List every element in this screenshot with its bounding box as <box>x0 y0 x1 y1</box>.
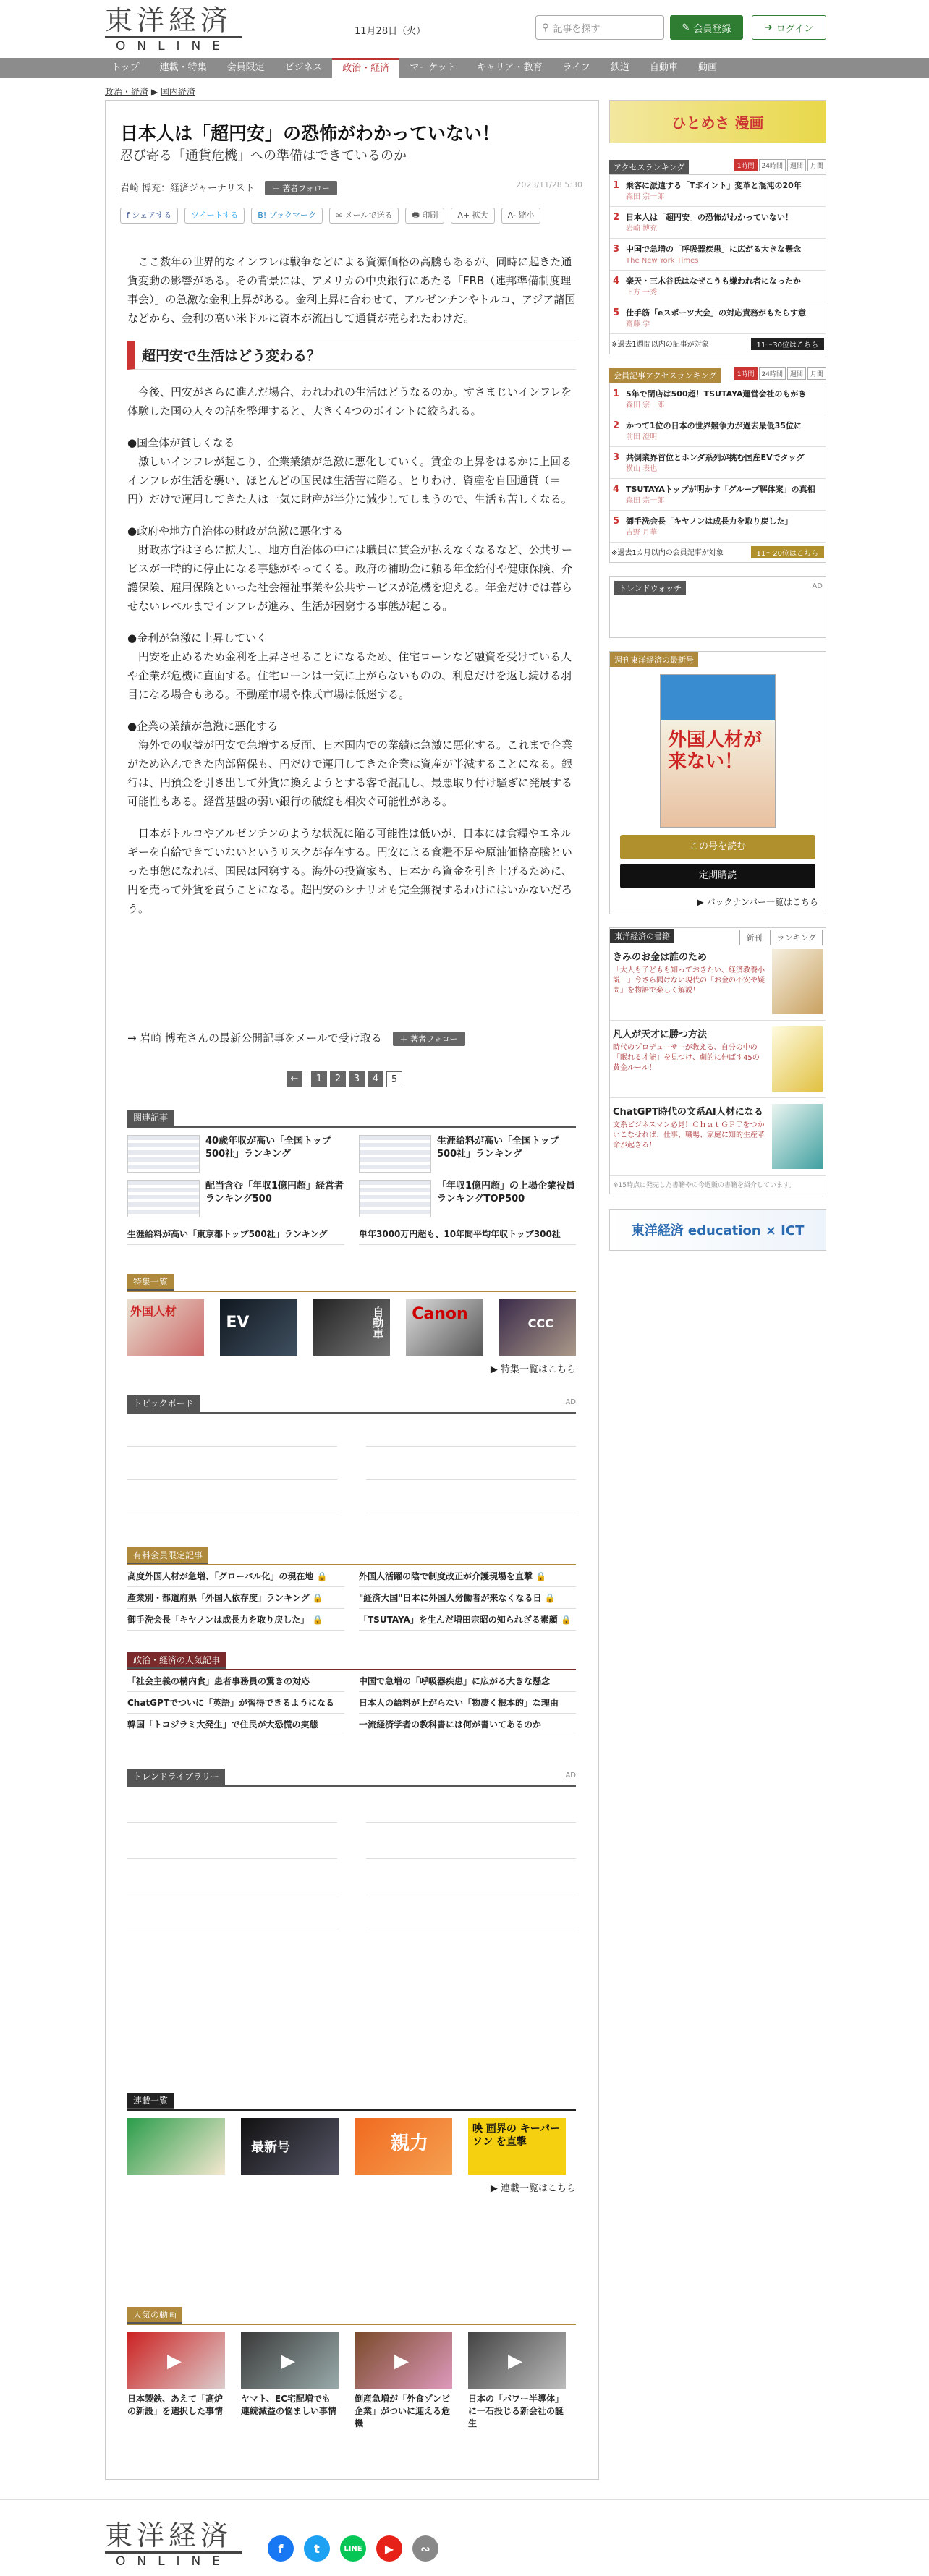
weekly-magazine <box>609 651 826 914</box>
trend-slot[interactable] <box>127 1787 337 1823</box>
series-card[interactable]: 映 画界の キーパーソン を直撃 <box>468 2118 566 2175</box>
facebook-icon[interactable]: f <box>268 2535 294 2562</box>
nav-item[interactable]: 連載・特集 <box>159 62 207 73</box>
section-title: 政治・経済の人気記事 <box>127 1652 226 1669</box>
paragraph: 円安を止めるため金利を上昇させることになるため、住宅ローンなど融資を受けている人や企業が危機に直面する。住宅ローンは一気に上がらないものの、利息だけを返し続ける羽目になる場合もある。不動産市場や株式市場は低迷する。 <box>127 650 572 701</box>
footer-logo[interactable]: 東洋経済 ONLINE <box>105 2520 242 2569</box>
popular-article-link[interactable]: 日本人の給料が上がらない「物凄く根本的」な理由 <box>359 1692 576 1714</box>
footer-social <box>268 2535 438 2562</box>
line-icon[interactable]: LINE <box>340 2535 366 2562</box>
thumbnail <box>359 1180 431 1217</box>
paragraph: ここ数年の世界的なインフレは戦争などによる資源価格の高騰もあるが、同時に起きた通貨変動の影響がある。その背景には、アメリカの中央銀行にあたる「FRB（連邦準備制度理事会）」の急激な金利上昇がある。金利上昇に合わせて、アルゼンチンやトルコ、アジア諸国などから、金利の高い米ドルに資本が流出して通貨が売られたわけだ。 <box>127 255 576 325</box>
play-icon: ▶ <box>508 2350 522 2372</box>
tweet-button[interactable]: ツイートする <box>184 208 245 224</box>
ad-label: AD <box>812 582 823 590</box>
breadcrumb-item[interactable]: 政治・経済 <box>105 87 149 97</box>
thumbnail <box>127 1180 200 1217</box>
font-smaller-button[interactable]: A- 縮小 <box>501 208 541 224</box>
related-article[interactable]: 40歳年収が高い「全国トップ500社」ランキング <box>127 1135 344 1173</box>
trend-slot[interactable] <box>127 1859 337 1895</box>
section-title: トレンドウォッチ <box>614 581 686 595</box>
feature-card[interactable]: Canon <box>406 1299 483 1356</box>
video-thumbnail <box>468 2332 566 2389</box>
paragraph: 激しいインフレが起こり、企業業績が急激に悪化していく。賃金の上昇をはるかに上回るインフレが生活を襲い、ほとんどの国民は生活苦に陥る。とりわけ、資産を自国通貨（＝円）だけで運用してきた人は一気に財産が半分に減少してしまうので、生活も苦しくなる。 <box>127 455 572 506</box>
paid-article-link[interactable]: 外国人活躍の陰で制度改正が介護現場を直撃 🔒 <box>359 1565 576 1587</box>
topic-slot[interactable] <box>366 1447 576 1480</box>
popular-articles <box>127 1652 576 1735</box>
mail-subscribe-line <box>127 1030 465 1046</box>
related-link[interactable]: 単年3000万円超も、10年間平均年収トップ300社 <box>359 1223 576 1245</box>
topic-slot[interactable] <box>366 1480 576 1513</box>
section-title: アクセスランキング <box>609 160 689 174</box>
follow-author-button[interactable]: ＋ 著者フォロー <box>265 181 337 195</box>
ranking-tab[interactable]: 24時間 <box>759 159 786 171</box>
lock-icon: 🔒 <box>560 1615 572 1625</box>
play-icon: ▶ <box>281 2350 295 2372</box>
point-heading: ●金利が急激に上昇していく <box>127 632 268 645</box>
paragraph: 海外での収益が円安で急増する反面、日本国内での業績は急激に悪化する。これまで企業がため込んできた内部留保も、円だけで運用してきた企業は資産が半減することになる。銀行は、円預金を引き出して外貨に換えようとする客で混乱し、最悪取り付け騒ぎに発展する可能性もある。経営基盤の弱い銀行の破綻も相次ぐ可能性がある。 <box>127 739 573 808</box>
paid-article-link[interactable]: "経済大国"日本に外国人労働者が来なくなる日 🔒 <box>359 1587 576 1609</box>
lock-icon: 🔒 <box>316 1571 328 1581</box>
bookmark-button[interactable]: B! ブックマーク <box>251 208 323 224</box>
trend-slot[interactable] <box>366 1787 576 1823</box>
education-ict-banner[interactable]: 東洋経済 education × ICT <box>609 1209 826 1251</box>
topic-slot[interactable] <box>127 1414 337 1447</box>
feature-card[interactable]: CCC <box>499 1299 576 1356</box>
nav-item[interactable]: ライフ <box>562 62 590 73</box>
feature-more-link[interactable]: ▶ 特集一覧はこちら <box>490 1364 576 1375</box>
footer-divider <box>0 2499 929 2500</box>
feature-card[interactable]: EV <box>220 1299 297 1356</box>
page-link[interactable]: 4 <box>368 1071 383 1087</box>
site-header <box>0 0 929 58</box>
paragraph: 日本がトルコやアルゼンチンのような状況に陥る可能性は低いが、日本には食糧やエネルギーを自給できていないというリスクが存在する。円安による食糧不足や原油価格高騰といった事態になれば、国民は困窮する。海外の投資家も、日本から資金を引き上げるために、円を売って外貨を買うことになる。超円安のシナリオも完全無視するわけにはいかないだろう。 <box>127 827 573 915</box>
pagination <box>287 1071 402 1087</box>
section-title: 週刊東洋経済の最新号 <box>610 652 698 667</box>
nav-item[interactable]: 自動車 <box>649 62 678 73</box>
book-cover <box>772 949 823 1014</box>
site-logo[interactable]: 東洋経済 ONLINE <box>105 4 242 54</box>
publish-date: 2023/11/28 5:30 <box>516 180 582 190</box>
article-title: 日本人は「超円安」の恐怖がわかっていない！ <box>120 123 501 144</box>
popular-videos <box>127 2307 576 2430</box>
section-title: 人気の動画 <box>127 2307 182 2324</box>
follow-author-button[interactable]: ＋ 著者フォロー <box>393 1032 465 1046</box>
books-tab[interactable]: 新刊 <box>739 930 768 945</box>
paid-access-ranking: 会員記事アクセスランキング 1時間 24時間 週間 月間 1 5年で閉店は500超！TSUTAYA運営会社のもがき 森田 宗一郎 2 かつて1位の日本の世界競争力が過去最低35位に 前田 澄明 3 共倒業界首位とホンダ系列が挑む国産EVでタッグ 横山 表也 4 TSUTAYAトップが明かす「グループ解体案」の真相 森田 宗一郎 5 御手洗会長「キヤノンは成長力を取り戻した」 吉野 月華 ※過去1カ月以内の会員記事が対象 11〜20位はこちら <box>609 367 826 563</box>
ranking-tab[interactable]: 1時間 <box>734 367 758 380</box>
topic-board <box>127 1395 576 1513</box>
section-title: 会員記事アクセスランキング <box>609 368 721 383</box>
section-title: 有料会員限定記事 <box>127 1547 208 1564</box>
ranking-tab[interactable]: 週間 <box>787 367 806 380</box>
youtube-icon[interactable]: ▶ <box>376 2535 402 2562</box>
login-button[interactable]: ➜ ログイン <box>752 15 826 40</box>
popular-article-link[interactable]: 「社会主義の構内食」患者事務員の驚きの対応 <box>127 1670 344 1692</box>
page-link[interactable]: 1 <box>311 1071 327 1087</box>
series-more-link[interactable]: ▶ 連載一覧はこちら <box>490 2183 576 2194</box>
breadcrumb-item[interactable]: 国内経済 <box>160 87 195 97</box>
related-link[interactable]: 生涯給料が高い「東京都トップ500社」ランキング <box>127 1223 344 1245</box>
sidebar <box>609 100 826 1251</box>
series-card[interactable]: 最新号 <box>241 2118 339 2175</box>
ad-label: AD <box>565 1772 576 1780</box>
popular-article-link[interactable]: ChatGPTでついに「英語」が習得できるようになる <box>127 1692 344 1714</box>
thumbnail <box>127 1135 200 1173</box>
series-list <box>127 2093 576 2194</box>
trend-watch <box>609 576 826 638</box>
video-thumbnail <box>355 2332 452 2389</box>
nav-item[interactable]: マーケット <box>410 62 457 73</box>
book-item[interactable]: 凡人が天才に勝つ方法 時代のプロデューサーが教える、自分の中の「眠れる才能」を見つけ、劇的に伸ばす45の黄金ルール！ <box>610 1021 826 1098</box>
article-body <box>127 252 576 931</box>
topic-slot[interactable] <box>366 1414 576 1447</box>
ranking-item[interactable]: 4 TSUTAYAトップが明かす「グループ解体案」の真相 森田 宗一郎 <box>610 479 826 511</box>
nav-item-active[interactable]: 政治・経済 <box>332 58 399 78</box>
login-icon: ➜ <box>764 22 773 33</box>
trend-slot[interactable] <box>366 1895 576 1931</box>
mail-share-button[interactable]: ✉ メールで送る <box>329 208 399 224</box>
related-article[interactable]: 「年収1億円超」の上場企業役員ランキングTOP500 <box>359 1180 576 1217</box>
section-title: トレンドライブラリー <box>127 1769 225 1785</box>
ranking-tab[interactable]: 24時間 <box>759 367 786 380</box>
related-articles <box>127 1110 576 1245</box>
ranking-tab[interactable]: 月間 <box>807 159 826 171</box>
book-cover <box>772 1026 823 1092</box>
ranking-tab[interactable]: 週間 <box>787 159 806 171</box>
global-nav <box>0 58 929 78</box>
video-thumbnail <box>127 2332 225 2389</box>
ranking-item[interactable]: 5 仕手筋「eスポーツ大会」の対応責務がもたらす意 齋藤 学 <box>610 302 826 334</box>
magazine-cover[interactable]: 外国人材が来ない！ <box>660 674 776 828</box>
ranking-item[interactable]: 2 かつて1位の日本の世界競争力が過去最低35位に 前田 澄明 <box>610 415 826 447</box>
nav-item[interactable]: 会員限定 <box>226 62 265 73</box>
ranking-tab[interactable]: 月間 <box>807 367 826 380</box>
books: 東洋経済の書籍 新刊 ランキング きみのお金は誰のため 「大人も子どもも知っておきたい、経済教養小説！」今さら聞けない現代の「お金の不安や疑問」を物語で楽しく解説！ 凡人が天才に勝つ方法 時代のプロデューサーが教える、自分の中の「眠れる才能」を見つけ、劇的に伸ばす45の黄金ルール！ ChatGPT時代の文系AI人材になる 文系ビジネスマン必見！ＣｈａｔＧＰＴをつかいこなせれば、仕事、職場、家庭に知的生産革命が起きる！ ※15時点に発売した書籍やの今週販の書籍を紹介しています。 <box>609 927 826 1194</box>
manga-banner[interactable]: ひとめさ 漫画 <box>609 100 826 143</box>
ranking-item[interactable]: 4 楽天・三木谷氏はなぜこうも嫌われ者になったか 下方 一秀 <box>610 271 826 302</box>
video-thumbnail <box>241 2332 339 2389</box>
register-icon: ✎ <box>682 22 690 33</box>
article-main <box>105 100 599 2480</box>
section-title: トピックボード <box>127 1395 200 1412</box>
trend-library <box>127 1769 576 1931</box>
feature-card[interactable]: 自動車 <box>313 1299 390 1356</box>
page-link[interactable]: 3 <box>349 1071 365 1087</box>
ranking-item[interactable]: 1 5年で閉店は500超！TSUTAYA運営会社のもがき 森田 宗一郎 <box>610 383 826 415</box>
ranking-more-link[interactable]: 11〜30位はこちら <box>751 338 824 350</box>
nav-item[interactable]: 動画 <box>697 62 717 73</box>
trend-slot[interactable] <box>366 1859 576 1895</box>
mail-subscribe-link[interactable]: → 岩崎 博充さんの最新公開記事をメールで受け取る <box>127 1032 382 1045</box>
trend-slot[interactable] <box>127 1823 337 1859</box>
video-card[interactable]: ▶ 日本製鉄、あえて「高炉の新設」を選択した事情 <box>127 2332 225 2430</box>
nav-item[interactable]: 鉄道 <box>610 62 629 73</box>
video-card[interactable]: ▶ 倒産急増が「外食ゾンビ企業」がついに迎える危機 <box>355 2332 452 2430</box>
breadcrumb: 政治・経済 ▶ 国内経済 <box>105 87 195 97</box>
page-current: 5 <box>386 1071 402 1087</box>
share-bar <box>120 208 540 224</box>
paid-article-link[interactable]: 高度外国人材が急増、「グローバル化」の現在地 🔒 <box>127 1565 344 1587</box>
related-article[interactable]: 生涯給料が高い「全国トップ500社」ランキング <box>359 1135 576 1173</box>
search-input[interactable]: ⚲ 記事を探す <box>535 15 664 40</box>
paid-article-link[interactable]: 産業別・都道府県「外国人依存度」ランキング 🔒 <box>127 1587 344 1609</box>
point-heading: ●政府や地方自治体の財政が急激に悪化する <box>127 524 344 537</box>
facebook-share-button[interactable]: f シェアする <box>120 208 178 224</box>
popular-article-link[interactable]: 中国で急増の「呼吸器疾患」に広がる大きな懸念 <box>359 1670 576 1692</box>
section-title: 関連記事 <box>127 1110 174 1126</box>
feature-list <box>127 1274 576 1375</box>
backnumber-link[interactable]: ▶ バックナンバー一覧はこちら <box>697 897 818 907</box>
lock-icon: 🔒 <box>312 1615 323 1625</box>
video-card[interactable]: ▶ 日本の「パワー半導体」に一石投じる新会社の誕生 <box>468 2332 566 2430</box>
topic-slot[interactable] <box>127 1447 337 1480</box>
popular-article-link[interactable]: 一流経済学者の教科書には何が書いてあるのか <box>359 1714 576 1735</box>
article-subtitle: 忍び寄る「通貨危機」への準備はできているのか <box>120 148 407 163</box>
trend-slot[interactable] <box>127 1895 337 1931</box>
book-item[interactable]: きみのお金は誰のため 「大人も子どもも知っておきたい、経済教養小説！」今さら聞けない現代の「お金の不安や疑問」を物語で楽しく解説！ <box>610 943 826 1021</box>
ranking-item[interactable]: 3 中国で急増の「呼吸器疾患」に広がる大きな懸念 The New York Times <box>610 239 826 271</box>
access-ranking: アクセスランキング 1時間 24時間 週間 月間 1 乗客に派遣する「Tポイント」変革と混沌の20年 森田 宗一郎 2 日本人は「超円安」の恐怖がわかっていない！ 岩崎 博充 3 中国で急増の「呼吸器疾患」に広がる大きな懸念 The New York Times 4 楽天・三木谷氏はなぜこうも嫌われ者になったか 下方 一秀 5 仕手筋「eスポーツ大会」の対応責務がもたらす意 齋藤 学 ※過去1週間以内の記事が対象 11〜30位はこちら <box>609 159 826 354</box>
paid-article-link[interactable]: 「TSUTAYA」を生んだ増田宗昭の知られざる素顔 🔒 <box>359 1609 576 1631</box>
ad-label: AD <box>565 1398 576 1406</box>
book-cover <box>772 1104 823 1169</box>
play-icon: ▶ <box>167 2350 182 2372</box>
lock-icon: 🔒 <box>544 1593 556 1603</box>
search-icon: ⚲ <box>542 22 549 33</box>
topic-slot[interactable] <box>127 1480 337 1513</box>
paid-articles <box>127 1547 576 1631</box>
ranking-item[interactable]: 1 乗客に派遣する「Tポイント」変革と混沌の20年 森田 宗一郎 <box>610 175 826 207</box>
trend-slot[interactable] <box>366 1823 576 1859</box>
read-issue-button[interactable]: この号を読む <box>620 835 815 859</box>
feature-card[interactable]: 外国人材 <box>127 1299 204 1356</box>
paid-article-link[interactable]: 御手洗会長「キヤノンは成長力を取り戻した」 🔒 <box>127 1609 344 1631</box>
register-button[interactable]: ✎ 会員登録 <box>670 15 743 40</box>
ranking-item[interactable]: 2 日本人は「超円安」の恐怖がわかっていない！ 岩崎 博充 <box>610 207 826 239</box>
current-date: 11月28日（火） <box>355 26 426 37</box>
series-card[interactable]: 親力 <box>355 2118 452 2175</box>
print-button[interactable]: 🖶 印刷 <box>405 208 444 224</box>
font-larger-button[interactable]: A+ 拡大 <box>451 208 494 224</box>
section-title: 東洋経済の書籍 <box>610 929 674 943</box>
author-link[interactable]: 岩崎 博充 <box>120 183 161 194</box>
subscribe-button[interactable]: 定期購読 <box>620 864 815 888</box>
paragraph: 今後、円安がさらに進んだ場合、われわれの生活はどうなるのか。すさまじいインフレを体験した国の人々の話を整理すると、大きく4つのポイントに絞られる。 <box>127 386 572 417</box>
point-heading: ●国全体が貧しくなる <box>127 436 235 449</box>
play-icon: ▶ <box>394 2350 409 2372</box>
popular-article-link[interactable]: 韓国「トコジラミ大発生」で住民が大恐慌の実態 <box>127 1714 344 1735</box>
book-item[interactable]: ChatGPT時代の文系AI人材になる 文系ビジネスマン必見！ＣｈａｔＧＰＴをつかいこなせれば、仕事、職場、家庭に知的生産革命が起きる！ <box>610 1098 826 1176</box>
lock-icon: 🔒 <box>312 1593 323 1603</box>
author-line: 岩崎 博充：経済ジャーナリスト ＋ 著者フォロー <box>120 180 337 195</box>
point-heading: ●企業の業績が急激に悪化する <box>127 720 279 733</box>
section-title: 連載一覧 <box>127 2093 174 2109</box>
ranking-tab[interactable]: 1時間 <box>734 159 758 171</box>
series-card[interactable] <box>127 2118 225 2175</box>
page-link[interactable]: 2 <box>330 1071 346 1087</box>
section-title: 特集一覧 <box>127 1274 174 1291</box>
paid-ranking-more-link[interactable]: 11〜20位はこちら <box>751 546 824 558</box>
twitter-icon[interactable]: t <box>304 2535 330 2562</box>
prev-page-icon[interactable]: ← <box>287 1071 302 1087</box>
nav-item[interactable]: トップ <box>111 62 140 73</box>
nav-item[interactable]: ビジネス <box>284 62 323 73</box>
paragraph: 財政赤字はさらに拡大し、地方自治体の中には職員に賃金が払えなくなるなど、公共サービスが一時的に停止になる事態がやってくる。政府の補助金に頼る年金給付や健康保険、介護保険、雇用保険といった社会福祉事業や公共サービスが危機を迎える。年金だけでは暮らせないレベルまでインフレが進み、生活が困窮する事態が起こる。 <box>127 543 573 613</box>
related-article[interactable]: 配当含む「年収1億円超」経営者ランキング500 <box>127 1180 344 1217</box>
video-card[interactable]: ▶ ヤマト、EC宅配増でも連続減益の悩ましい事情 <box>241 2332 339 2430</box>
lock-icon: 🔒 <box>535 1571 547 1581</box>
ranking-item[interactable]: 5 御手洗会長「キヤノンは成長力を取り戻した」 吉野 月華 <box>610 511 826 543</box>
books-tab[interactable]: ランキング <box>770 930 823 945</box>
ranking-item[interactable]: 3 共倒業界首位とホンダ系列が挑む国産EVでタッグ 横山 表也 <box>610 447 826 479</box>
rss-icon[interactable]: ∾ <box>412 2535 438 2562</box>
section-heading: 超円安で生活はどう変わる？ <box>127 341 576 370</box>
thumbnail <box>359 1135 431 1173</box>
nav-item[interactable]: キャリア・教育 <box>476 62 543 73</box>
